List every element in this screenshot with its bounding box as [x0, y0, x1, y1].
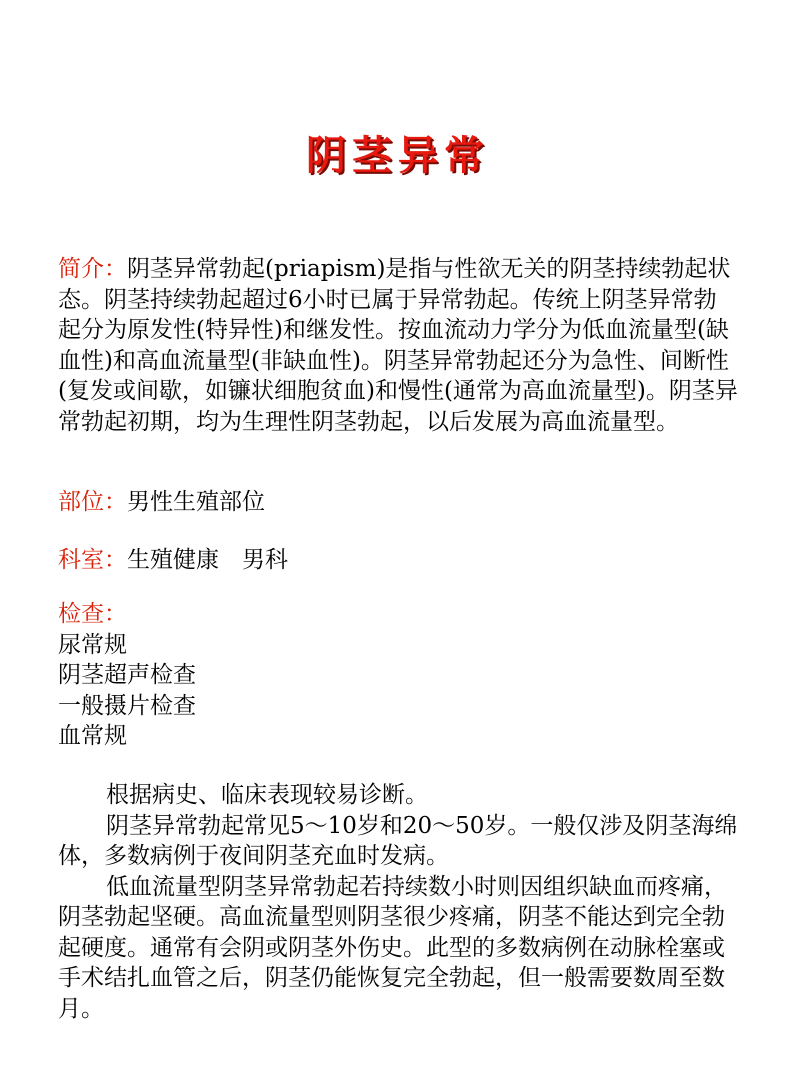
exam-item-general-xray: 一般摄片检查 [58, 692, 196, 719]
exam-item-urine-routine: 尿常规 [58, 631, 127, 658]
paragraph-diagnosis: 根据病史、临床表现较易诊断。 [106, 782, 428, 808]
page-title: 阴茎异常 [306, 133, 490, 179]
body-text-section [58, 780, 738, 1024]
location-section [58, 487, 738, 518]
paragraph-epidemiology: 阴茎异常勃起常见5～10岁和20～50岁。一般仅涉及阴茎海绵体，多数病例于夜间阴茎充血时发病。 [58, 812, 738, 869]
intro-section [58, 254, 738, 437]
exams-label: 检查： [58, 601, 127, 627]
exam-item-penile-ultrasound: 阴茎超声检查 [58, 662, 196, 688]
exams-section [58, 599, 738, 752]
paragraph-clinical-types: 低血流量型阴茎异常勃起若持续数小时则因组织缺血而疼痛，阴茎勃起坚硬。高血流量型则阴茎很少疼痛，阴茎不能达到完全勃起硬度。通常有会阴或阴茎外伤史。此型的多数病例在动脉栓塞或手术结扎血管之后，阴茎仍能恢复完全勃起，但一般需要数周至数月。 [58, 873, 727, 1022]
intro-label: 简介： [58, 256, 127, 282]
exam-item-blood-routine: 血常规 [58, 723, 127, 749]
location-label: 部位： [58, 489, 127, 515]
department-section [58, 545, 738, 576]
department-text: 生殖健康 男科 [127, 547, 288, 573]
department-label: 科室： [58, 547, 127, 573]
location-text: 男性生殖部位 [127, 489, 265, 515]
intro-text: 阴茎异常勃起(priapism)是指与性欲无关的阴茎持续勃起状态。阴茎持续勃起超过6小时已属于异常勃起。传统上阴茎异常勃起分为原发性(特异性)和继发性。按血流动力学分为低血流量型(缺血性)和高血流量型(非缺血性)。阴茎异常勃起还分为急性、间断性(复发或间歇，如镰状细胞贫血)和慢性(通常为高血流量型)。阴茎异常勃起初期，均为生理性阴茎勃起，以后发展为高血流量型。 [58, 256, 738, 435]
